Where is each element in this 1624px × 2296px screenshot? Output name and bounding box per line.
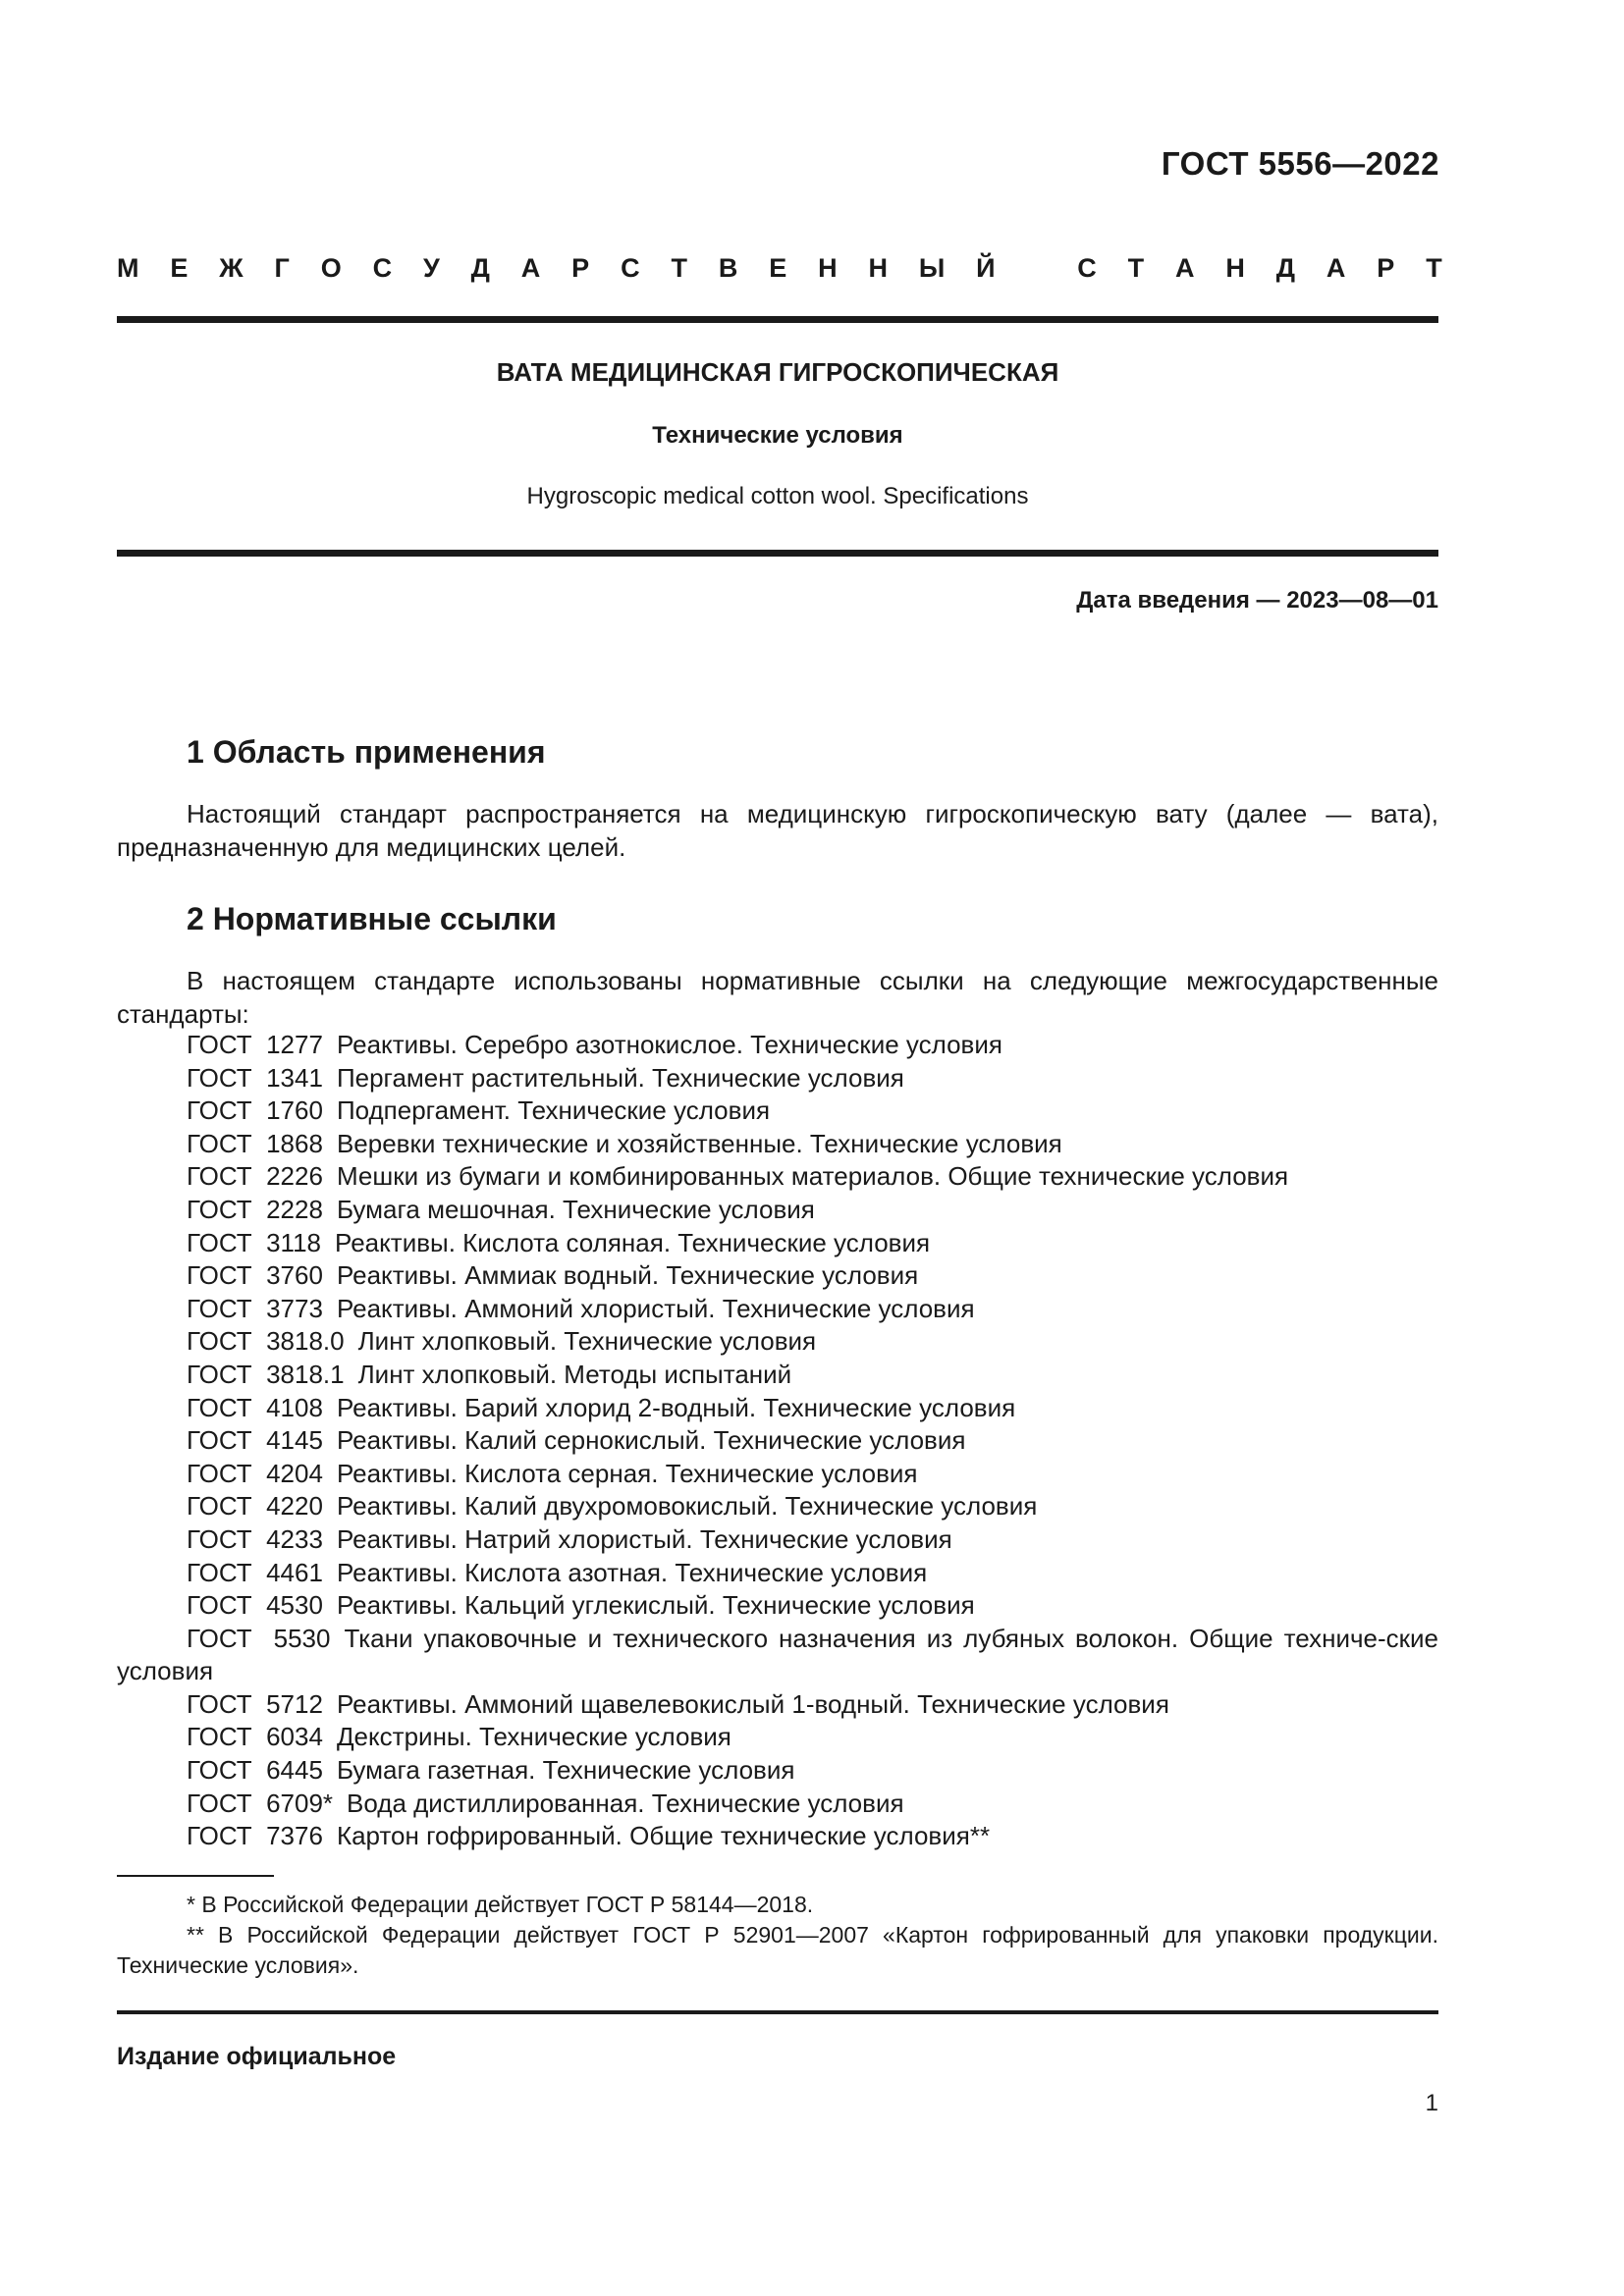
interstate-letter: С bbox=[1077, 253, 1097, 283]
reference-item bbox=[187, 1325, 1438, 1359]
reference-title: Линт хлопковый. Технические условия bbox=[357, 1326, 817, 1357]
reference-code: ГОСТ 3818.1 bbox=[187, 1359, 345, 1389]
interstate-letter: Ы bbox=[918, 253, 946, 283]
reference-code: ГОСТ 6034 bbox=[187, 1722, 323, 1752]
interstate-letter: Г bbox=[274, 253, 290, 283]
reference-code: ГОСТ 4233 bbox=[187, 1523, 323, 1554]
scope-text: Настоящий стандарт распространяется на медицинскую гигроскопическую вату (далее — вата), предназначенную для медицинских целей. bbox=[117, 799, 1438, 862]
interstate-letter: Н bbox=[1225, 253, 1245, 283]
interstate-letter: О bbox=[320, 253, 342, 283]
reference-title: Реактивы. Кислота соляная. Технические условия bbox=[335, 1227, 931, 1257]
reference-code: ГОСТ 3818.0 bbox=[187, 1326, 345, 1357]
interstate-letter: С bbox=[372, 253, 393, 283]
reference-item bbox=[187, 1458, 1438, 1491]
interstate-word-gap bbox=[1026, 253, 1046, 284]
reference-code: ГОСТ 7376 bbox=[187, 1821, 323, 1851]
header-rule bbox=[117, 316, 1438, 323]
reference-code: ГОСТ 4530 bbox=[187, 1590, 323, 1621]
reference-title: Реактивы. Барий хлорид 2-водный. Технические условия bbox=[336, 1392, 1016, 1422]
english-title: Hygroscopic medical cotton wool. Specifications bbox=[526, 483, 1029, 509]
reference-item bbox=[187, 1721, 1438, 1754]
interstate-letter: Н bbox=[818, 253, 838, 283]
page-number: 1 bbox=[1425, 2090, 1438, 2116]
reference-title: Бумага газетная. Технические условия bbox=[336, 1755, 795, 1786]
reference-title: Реактивы. Калий сернокислый. Технические условия bbox=[336, 1425, 966, 1456]
reference-title: Реактивы. Кальций углекислый. Технические условия bbox=[336, 1590, 975, 1621]
section-heading-references: 2 Нормативные ссылки bbox=[187, 901, 557, 936]
interstate-letter: Е bbox=[769, 253, 787, 283]
reference-code: ГОСТ 4145 bbox=[187, 1425, 323, 1456]
reference-title: Вода дистиллированная. Технические условия bbox=[347, 1788, 904, 1818]
interstate-letter: С bbox=[621, 253, 640, 283]
official-edition-label: Издание официальное bbox=[117, 2043, 397, 2070]
reference-title: Линт хлопковый. Методы испытаний bbox=[357, 1359, 792, 1389]
introduction-date: Дата введения — 2023—08—01 bbox=[1076, 587, 1438, 614]
reference-item bbox=[187, 1557, 1438, 1590]
references-list bbox=[117, 1029, 1438, 1853]
reference-code: ГОСТ 1760 bbox=[187, 1095, 323, 1126]
reference-item bbox=[187, 1392, 1438, 1425]
document-title: ВАТА МЕДИЦИНСКАЯ ГИГРОСКОПИЧЕСКАЯ bbox=[496, 357, 1059, 387]
reference-code: ГОСТ 4220 bbox=[187, 1491, 323, 1522]
reference-item bbox=[117, 1623, 1438, 1688]
section-heading-scope: 1 Область применения bbox=[187, 734, 546, 770]
scope-paragraph bbox=[117, 797, 1438, 864]
interstate-letter: М bbox=[117, 253, 139, 283]
references-intro-text: В настоящем стандарте использованы нормативные ссылки на следующие межгосударственные стандарты: bbox=[117, 966, 1438, 1029]
interstate-letter: Д bbox=[470, 253, 490, 283]
footnote: * В Российской Федерации действует ГОСТ Р 58144—2018. bbox=[187, 1892, 814, 1917]
reference-item bbox=[187, 1490, 1438, 1523]
reference-code: ГОСТ 3773 bbox=[187, 1293, 323, 1323]
title-rule bbox=[117, 550, 1438, 557]
reference-code: ГОСТ 2228 bbox=[187, 1194, 323, 1224]
reference-item bbox=[187, 1820, 1438, 1853]
reference-item bbox=[187, 1688, 1438, 1722]
interstate-letter: Р bbox=[571, 253, 590, 283]
reference-item bbox=[187, 1095, 1438, 1128]
interstate-letter: Й bbox=[976, 253, 996, 283]
reference-code: ГОСТ 1277 bbox=[187, 1030, 323, 1059]
reference-item bbox=[187, 1359, 1438, 1392]
reference-code: ГОСТ 3760 bbox=[187, 1260, 323, 1291]
interstate-letter: А bbox=[1326, 253, 1346, 283]
reference-item bbox=[187, 1293, 1438, 1326]
interstate-letter: Т bbox=[1127, 253, 1145, 283]
reference-title: Реактивы. Калий двухромовокислый. Технические условия bbox=[336, 1491, 1038, 1522]
interstate-letter: В bbox=[718, 253, 738, 283]
reference-title: Веревки технические и хозяйственные. Технические условия bbox=[336, 1128, 1062, 1158]
reference-code: ГОСТ 4204 bbox=[187, 1458, 323, 1488]
reference-code: ГОСТ 5530 bbox=[187, 1623, 331, 1653]
reference-title: Пергамент растительный. Технические условия bbox=[336, 1062, 904, 1093]
reference-title: Реактивы. Кислота серная. Технические условия bbox=[336, 1458, 918, 1488]
reference-code: ГОСТ 4108 bbox=[187, 1392, 323, 1422]
standard-number: ГОСТ 5556—2022 bbox=[1161, 145, 1439, 182]
reference-code: ГОСТ 6445 bbox=[187, 1755, 323, 1786]
interstate-letter: Н bbox=[868, 253, 888, 283]
reference-title: Декстрины. Технические условия bbox=[336, 1722, 731, 1752]
reference-item bbox=[187, 1227, 1438, 1260]
reference-title: Бумага мешочная. Технические условия bbox=[336, 1194, 815, 1224]
reference-title: Реактивы. Серебро азотнокислое. Технические условия bbox=[336, 1030, 1002, 1059]
footnotes bbox=[117, 1890, 1438, 1981]
reference-code: ГОСТ 4461 bbox=[187, 1557, 323, 1587]
reference-item bbox=[187, 1128, 1438, 1161]
references-intro-paragraph bbox=[117, 964, 1438, 1031]
footnote: ** В Российской Федерации действует ГОСТ Р 52901—2007 «Картон гофрированный для упаковки продукции. Технические условия». bbox=[117, 1922, 1438, 1978]
reference-title: Реактивы. Аммоний хлористый. Технические условия bbox=[336, 1293, 975, 1323]
interstate-letter: А bbox=[1175, 253, 1195, 283]
document-subtitle: Технические условия bbox=[652, 422, 903, 449]
reference-title: Картон гофрированный. Общие технические условия** bbox=[336, 1821, 991, 1851]
interstate-letter: Ж bbox=[219, 253, 244, 283]
reference-item bbox=[187, 1062, 1438, 1095]
interstate-letter: Д bbox=[1275, 253, 1296, 283]
reference-item bbox=[187, 1160, 1438, 1194]
reference-code: ГОСТ 2226 bbox=[187, 1161, 323, 1192]
footnote-rule bbox=[117, 1875, 274, 1877]
reference-item bbox=[187, 1788, 1438, 1821]
interstate-letter: Т bbox=[1426, 253, 1442, 283]
reference-code: ГОСТ 3118 bbox=[187, 1227, 321, 1257]
reference-title: Реактивы. Кислота азотная. Технические условия bbox=[336, 1557, 928, 1587]
reference-item bbox=[187, 1424, 1438, 1458]
reference-code: ГОСТ 1868 bbox=[187, 1128, 323, 1158]
interstate-letter: А bbox=[520, 253, 541, 283]
reference-item bbox=[187, 1589, 1438, 1623]
reference-title: Мешки из бумаги и комбинированных материалов. Общие технические условия bbox=[336, 1161, 1289, 1192]
reference-code: ГОСТ 6709* bbox=[187, 1788, 334, 1818]
reference-item bbox=[187, 1259, 1438, 1293]
reference-title: Реактивы. Аммиак водный. Технические условия bbox=[336, 1260, 919, 1291]
interstate-letter: Т bbox=[671, 253, 687, 283]
reference-item bbox=[187, 1523, 1438, 1557]
reference-title: Ткани упаковочные и технического назначения из лубяных волокон. Общие техниче-ские условия bbox=[117, 1623, 1438, 1686]
reference-title: Реактивы. Натрий хлористый. Технические условия bbox=[336, 1523, 952, 1554]
reference-title: Реактивы. Аммоний щавелевокислый 1-водный. Технические условия bbox=[336, 1688, 1169, 1719]
interstate-letter: У bbox=[423, 253, 440, 283]
reference-title: Подпергамент. Технические условия bbox=[336, 1095, 771, 1126]
reference-code: ГОСТ 1341 bbox=[187, 1062, 323, 1093]
reference-item bbox=[187, 1754, 1438, 1788]
reference-code: ГОСТ 5712 bbox=[187, 1688, 323, 1719]
interstate-letter: Е bbox=[170, 253, 189, 283]
interstate-letter: Р bbox=[1377, 253, 1395, 283]
reference-item bbox=[187, 1029, 1438, 1062]
footer-rule bbox=[117, 2010, 1438, 2014]
reference-item bbox=[187, 1194, 1438, 1227]
interstate-standard-heading bbox=[117, 253, 1442, 284]
